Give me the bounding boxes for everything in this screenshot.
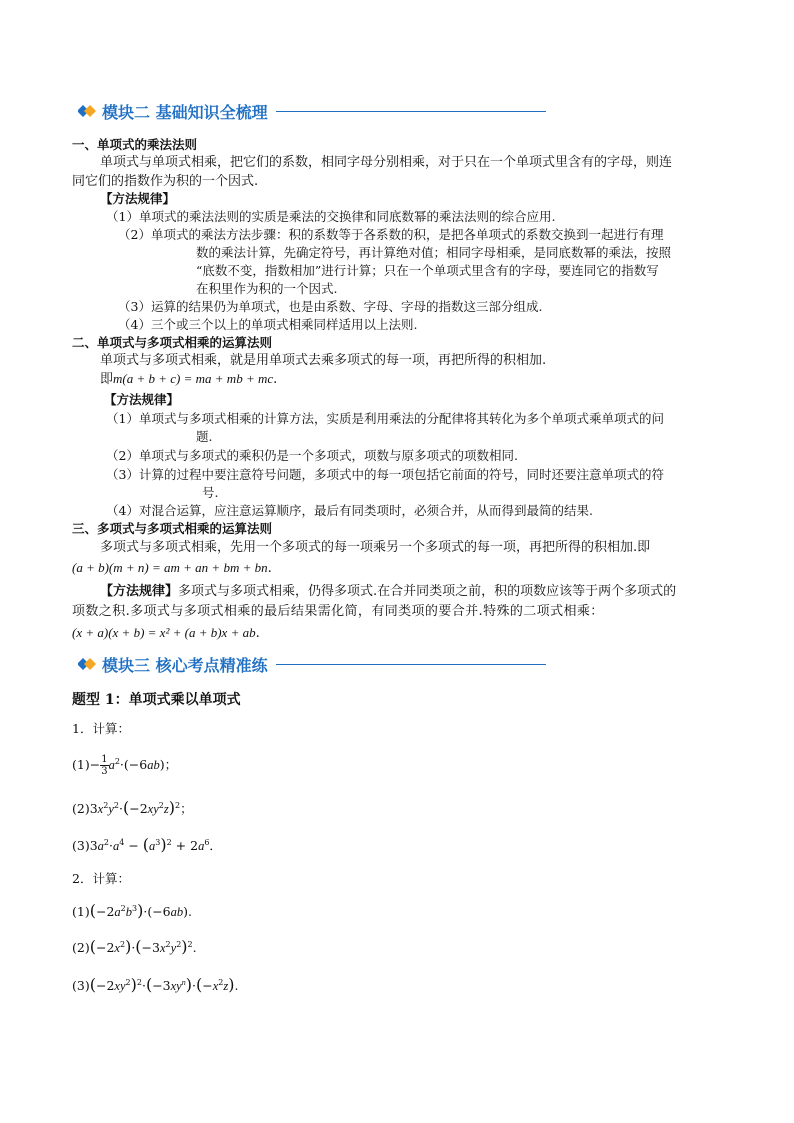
section1-item: 数的乘法计算，先确定符号，再计算绝对值；相同字母相乘，是同底数幂的乘法，按照 bbox=[196, 245, 672, 260]
section2-formula-line bbox=[100, 370, 277, 389]
q2-part1: $(1)(-2a^2b^3)\cdot(-6ab)$. bbox=[72, 901, 192, 921]
part-prefix: (1) bbox=[72, 904, 90, 920]
part-end: ． bbox=[209, 838, 222, 854]
section1-method-label: 【方法规律】 bbox=[100, 191, 176, 206]
q2-part2: $(2)(-2x^2)\cdot(-3x^2y^2)^2$. bbox=[72, 937, 197, 957]
section3-formula2-line bbox=[72, 624, 260, 643]
section2-heading: 二、单项式与多项式相乘的运算法则 bbox=[72, 335, 273, 350]
fraction-denominator: 3 bbox=[101, 766, 108, 778]
formula-prefix: 即 bbox=[100, 372, 114, 387]
section1-item: （3）运算的结果仍为单项式，也是由系数、字母、字母的指数这三部分组成. bbox=[118, 299, 543, 314]
module2-header bbox=[78, 100, 546, 122]
part-prefix: (2) bbox=[72, 801, 90, 817]
section3-method-label: 【方法规律】 bbox=[100, 584, 179, 599]
section1-item: 在积里作为积的一个因式. bbox=[196, 281, 338, 296]
section1-item: （4）三个或三个以上的单项式相乘同样适用以上法则. bbox=[118, 317, 418, 332]
part-end: ； bbox=[164, 757, 178, 773]
q1-part1: (1)− $\frac{1}{3}$ $a^2\cdot(-6ab)$； bbox=[72, 754, 178, 778]
section1-item: （2）单项式的乘法方法步骤：积的系数等于各系数的积，是把各单项式的系数交换到一起进行有理 bbox=[118, 227, 664, 242]
q1-part2: $(2)3x^2y^2\cdot(-2xy^2z)^2$； bbox=[72, 798, 193, 818]
fraction-numerator: 1 bbox=[101, 754, 108, 766]
section1-heading: 一、单项式的乘法法则 bbox=[72, 137, 198, 152]
section1-item: （1）单项式的乘法法则的实质是乘法的交换律和同底数幂的乘法法则的综合应用. bbox=[106, 209, 556, 224]
module2-title: 模块二 基础知识全梳理 bbox=[102, 102, 268, 122]
section1-item: “底数不变，指数相加”进行计算；只在一个单项式里含有的字母，要连同它的指数写 bbox=[196, 263, 659, 278]
section1-rule-line1: 单项式与单项式相乘，把它们的系数，相同字母分别相乘，对于只在一个单项式里含有的字母，则连 bbox=[100, 155, 673, 170]
q2-part3: $(3)(-2xy^2)^2\cdot(-3xy^n)\cdot(-x^2z)$. bbox=[72, 975, 239, 995]
part-prefix: (3) bbox=[72, 838, 90, 854]
section3-method-text1: 多项式与多项式相乘，仍得多项式.在合并同类项之前，积的项数应该等于两个多项式的 bbox=[178, 584, 677, 599]
special-binomial-formula: (x + a)(x + b) = x² + (a + b)x + ab bbox=[72, 625, 256, 640]
section3-rule-line1: 多项式与多项式相乘，先用一个多项式的每一项乘另一个多项式的每一项，再把所得的积相加.即 bbox=[100, 540, 651, 555]
part-end: . bbox=[234, 978, 239, 994]
section3-formula1-line bbox=[72, 559, 272, 578]
section2-item: 号. bbox=[202, 485, 219, 500]
section3-heading: 三、多项式与多项式相乘的运算法则 bbox=[72, 521, 273, 536]
section2-item: （1）单项式与多项式相乘的计算方法，实质是利用乘法的分配律将其转化为多个单项式乘单项式的问 bbox=[106, 411, 664, 426]
part-end: ； bbox=[180, 801, 193, 817]
part-end: . bbox=[192, 940, 197, 956]
section2-item: 题. bbox=[196, 429, 213, 444]
q1-part3: $(3)3a^2\cdot a^4 - (a^3)^2 + 2a^6$． bbox=[72, 835, 222, 855]
section3-method-line1 bbox=[100, 583, 676, 601]
part-prefix: (3) bbox=[72, 978, 90, 994]
section2-item: （3）计算的过程中要注意符号问题，多项式中的每一项包括它前面的符号，同时还要注意单项式的符 bbox=[106, 467, 664, 482]
module2-rule-line bbox=[276, 111, 546, 112]
q2-label: 2．计算： bbox=[72, 871, 130, 886]
module3-header bbox=[78, 653, 546, 675]
section2-item: （2）单项式与多项式的乘积仍是一个多项式，项数与原多项式的项数相同. bbox=[106, 448, 518, 463]
module3-title: 模块三 核心考点精准练 bbox=[102, 655, 268, 675]
part-prefix: (2) bbox=[72, 940, 90, 956]
section2-item: （4）对混合运算，应注意运算顺序，最后有同类项时，必须合并，从而得到最简的结果. bbox=[106, 503, 593, 518]
type1-title: 题型 1：单项式乘以单项式 bbox=[72, 692, 241, 708]
formula-end: . bbox=[273, 372, 278, 387]
section3-method-line2: 项数之积.多项式与多项式相乘的最后结果需化简，有同类项的要合并.特殊的二项式相乘： bbox=[72, 604, 604, 619]
formula-end: . bbox=[255, 626, 260, 641]
section1-rule-line2: 同它们的指数作为积的一个因式. bbox=[72, 174, 259, 189]
section2-rule: 单项式与多项式相乘，就是用单项式去乘多项式的每一项，再把所得的积相加. bbox=[100, 353, 547, 368]
q1-label: 1．计算： bbox=[72, 721, 130, 736]
distributive-formula: m(a + b + c) = ma + mb + mc bbox=[113, 371, 274, 386]
module3-rule-line bbox=[276, 664, 546, 665]
part-end: . bbox=[188, 904, 192, 920]
formula-end: . bbox=[267, 561, 272, 576]
binomial-product-formula: (a + b)(m + n) = am + an + bm + bn bbox=[72, 560, 268, 575]
double-diamond-icon bbox=[78, 656, 98, 672]
part-prefix: (1) bbox=[72, 757, 90, 773]
section2-method-label: 【方法规律】 bbox=[104, 392, 180, 407]
double-diamond-icon bbox=[78, 103, 98, 119]
fraction-one-third bbox=[100, 754, 108, 777]
